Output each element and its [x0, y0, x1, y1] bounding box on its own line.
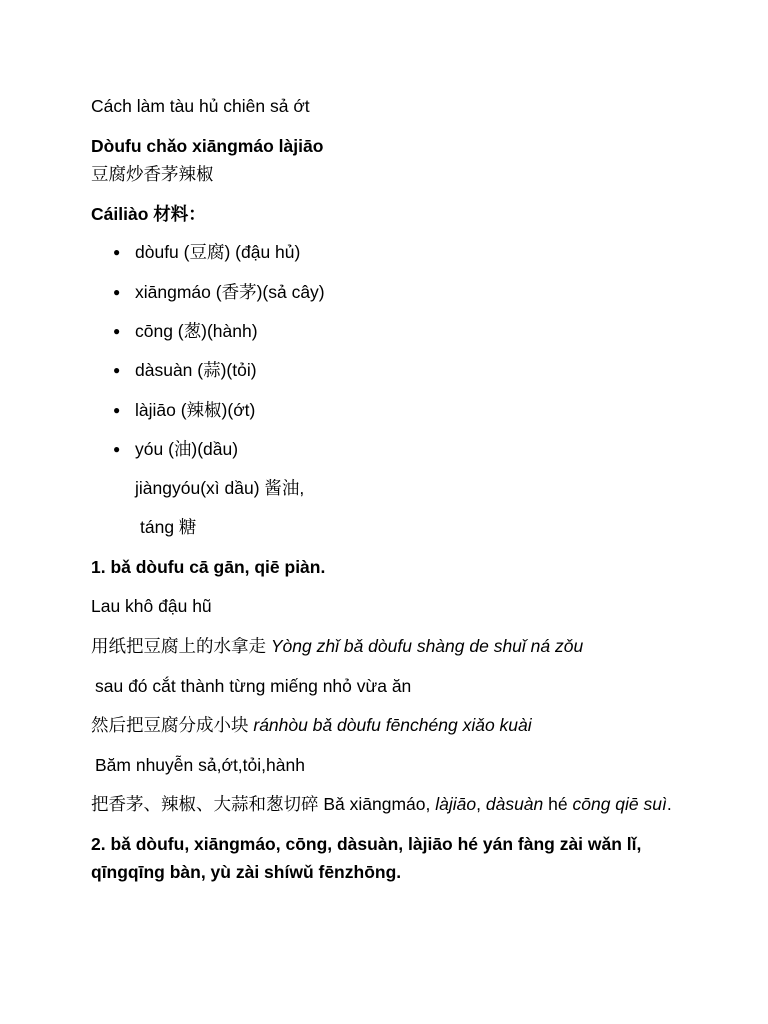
document-title: Cách làm tàu hủ chiên sả ớt — [91, 96, 310, 116]
bullet-icon: ● — [113, 245, 121, 259]
bullet-icon: ● — [113, 403, 121, 417]
step-1-pinyin-1: Yòng zhǐ bǎ dòufu shàng de shuǐ ná zǒu — [270, 636, 584, 656]
pinyin-segment: Bǎ xiāngmáo, — [323, 794, 436, 814]
ingredient-text: làjiāo (辣椒)(ớt) — [135, 400, 256, 420]
step-1-vietnamese-3: Băm nhuyễn sả,ớt,tỏi,hành — [95, 755, 305, 775]
pinyin-segment-italic: cōng qiē suì — [572, 794, 667, 814]
ingredient-text: dàsuàn (蒜)(tỏi) — [135, 360, 257, 380]
pinyin-segment-italic: dàsuàn — [485, 794, 544, 814]
step-1-chinese-row-1 — [91, 634, 583, 658]
step-1-pinyin-2: ránhòu bǎ dòufu fēnchéng xiǎo kuài — [253, 715, 532, 735]
ingredient-list-item — [113, 319, 258, 343]
ingredient-extra-soy-sauce: jiàngyóu(xì dầu) 酱油, — [135, 478, 305, 498]
step-1-hanzi-1: 用纸把豆腐上的水拿走 — [91, 636, 266, 656]
step-2-heading-line-1: 2. bǎ dòufu, xiāngmáo, cōng, dàsuàn, làjiāo hé yán fàng zài wǎn lǐ, — [91, 834, 642, 854]
recipe-heading-pinyin: Dòufu chǎo xiāngmáo làjiāo — [91, 136, 324, 156]
ingredient-list-item — [113, 240, 300, 264]
pinyin-segment: , — [476, 794, 486, 814]
ingredient-text: xiāngmáo (香茅)(sả cây) — [135, 282, 325, 302]
materials-label: Cáiliào 材料： — [91, 204, 206, 224]
ingredient-list-item — [113, 358, 257, 382]
step-1-heading: 1. bǎ dòufu cā gān, qiē piàn. — [91, 557, 326, 577]
ingredient-list-item — [113, 280, 325, 304]
bullet-icon: ● — [113, 285, 121, 299]
bullet-icon: ● — [113, 442, 121, 456]
pinyin-segment-italic: làjiāo — [435, 794, 477, 814]
step-1-vietnamese-2: sau đó cắt thành từng miếng nhỏ vừa ăn — [95, 676, 412, 696]
ingredient-list-item — [113, 437, 238, 461]
step-1-hanzi-3: 把香茅、辣椒、大蒜和葱切碎 — [91, 794, 319, 814]
pinyin-segment: hé — [543, 794, 573, 814]
step-1-hanzi-2: 然后把豆腐分成小块 — [91, 715, 249, 735]
pinyin-segment: . — [666, 794, 672, 814]
step-1-vietnamese-1: Lau khô đậu hũ — [91, 596, 212, 616]
ingredient-text: yóu (油)(dầu) — [135, 439, 239, 459]
ingredient-text: dòufu (豆腐) (đậu hủ) — [135, 242, 301, 262]
bullet-icon: ● — [113, 363, 121, 377]
ingredient-text: cōng (葱)(hành) — [135, 321, 258, 341]
step-1-chinese-row-3 — [91, 792, 672, 816]
bullet-icon: ● — [113, 324, 121, 338]
step-1-pinyin-3 — [323, 794, 671, 814]
step-2-heading-line-2: qīngqīng bàn, yù zài shíwǔ fēnzhōng. — [91, 862, 402, 882]
recipe-heading-hanzi: 豆腐炒香茅辣椒 — [91, 164, 214, 184]
ingredient-extra-sugar: táng 糖 — [140, 517, 197, 537]
step-1-chinese-row-2 — [91, 713, 532, 737]
ingredient-list-item — [113, 398, 255, 422]
